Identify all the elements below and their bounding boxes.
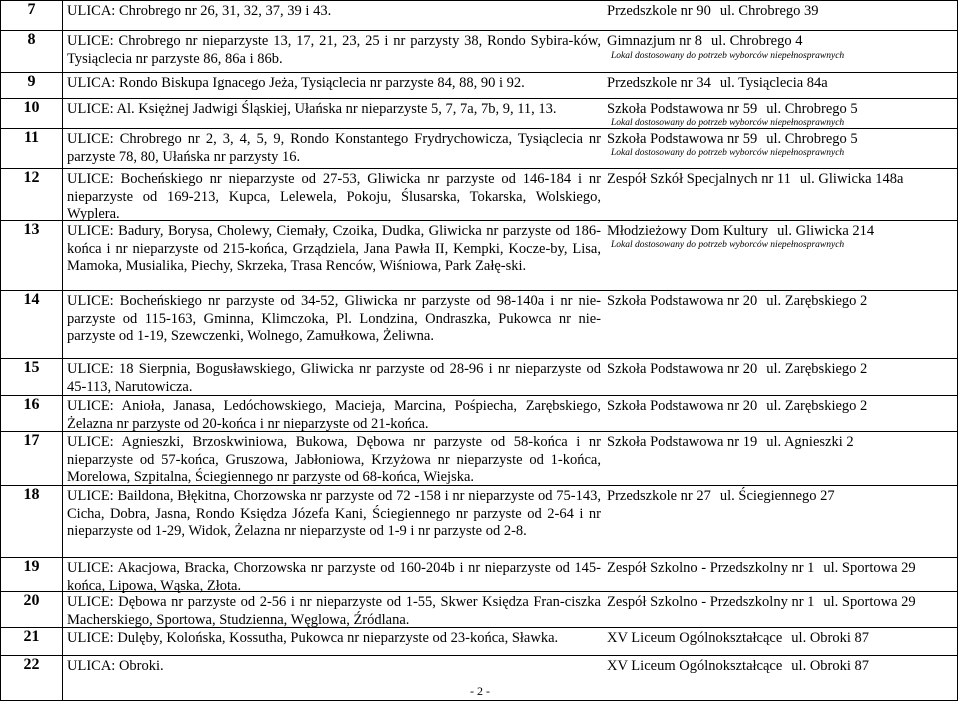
station-name: Szkoła Podstawowa nr 20 [607, 293, 758, 309]
polling-station [607, 488, 957, 506]
district-details [63, 558, 958, 592]
station-address: ul. Chrobrego 5 [766, 101, 858, 117]
street-list: ULICA: Chrobrego nr 26, 31, 32, 37, 39 i 43. [67, 3, 332, 19]
street-list: ULICE: Chrobrego nr nieparzyste 13, 17, 21, 23, 25 i nr parzysty 38, Rondo Sybira-ków, Tysiąclecia nr parzyste 86, 86a i 86b. [67, 33, 601, 67]
station-address: ul. Agnieszki 2 [766, 434, 854, 450]
station-name: Szkoła Podstawowa nr 19 [607, 434, 758, 450]
street-list: ULICE: Bocheńskiego nr parzyste od 34-52, Gliwicka nr parzyste od 98-140a i nr nie-parzyste od 115-163, Gminna, Klimczoka, Pl. Londzina, Ondraszka, Pukowca nr nie-parzyste od 1-19, Szewczenki, Wolnego, Zamułkowa, Żeliwna. [67, 293, 601, 345]
station-address: ul. Zarębskiego 2 [766, 293, 868, 309]
station-name: Szkoła Podstawowa nr 20 [607, 398, 758, 414]
table-row [1, 31, 958, 73]
station-name: Przedszkole nr 90 [607, 3, 711, 19]
polling-station [607, 594, 957, 612]
table-row [1, 169, 958, 221]
district-number: 19 [1, 558, 63, 592]
district-number: 17 [1, 432, 63, 486]
district-number: 15 [1, 359, 63, 396]
station-name: Szkoła Podstawowa nr 59 [607, 101, 758, 117]
district-number: 10 [1, 99, 63, 129]
station-address: ul. Gliwicka 148a [799, 171, 904, 187]
polling-station [607, 361, 957, 379]
district-details [63, 169, 958, 221]
street-list: ULICE: Akacjowa, Bracka, Chorzowska nr parzyste od 160-204b i nr nieparzyste od 145-końca, Lipowa, Wąska, Złota. [67, 560, 601, 594]
polling-station [607, 560, 957, 578]
table-row [1, 432, 958, 486]
table-row [1, 486, 958, 558]
district-number: 13 [1, 221, 63, 291]
table-row [1, 99, 958, 129]
station-address: ul. Chrobrego 39 [719, 3, 819, 19]
district-details [63, 1, 958, 31]
station-name: Młodzieżowy Dom Kultury [607, 223, 769, 239]
table-row [1, 221, 958, 291]
polling-station [607, 658, 957, 676]
polling-station [607, 75, 957, 93]
accessibility-note: Lokal dostosowany do potrzeb wyborców niepełnosprawnych [611, 148, 845, 158]
districts-table-body [1, 1, 958, 701]
station-address: ul. Ściegiennego 27 [719, 488, 835, 504]
station-address: ul. Chrobrego 5 [766, 131, 858, 147]
accessibility-note: Lokal dostosowany do potrzeb wyborców niepełnosprawnych [611, 118, 845, 128]
table-row [1, 396, 958, 432]
table-row [1, 592, 958, 628]
district-number: 11 [1, 129, 63, 169]
accessibility-note: Lokal dostosowany do potrzeb wyborców niepełnosprawnych [611, 240, 845, 250]
street-list: ULICE: Bocheńskiego nr nieparzyste od 27-53, Gliwicka nr parzyste od 146-184 i nr nieparzyste od 169-213, Kupca, Lelewela, Pokoju, Ślusarska, Tokarska, Wolskiego, Wyplera. [67, 171, 601, 223]
district-details [63, 396, 958, 432]
station-address: ul. Chrobrego 4 [711, 33, 803, 49]
station-name: Przedszkole nr 34 [607, 75, 711, 91]
district-details [63, 432, 958, 486]
station-address: ul. Sportowa 29 [823, 560, 916, 576]
station-address: ul. Zarębskiego 2 [766, 398, 868, 414]
street-list: ULICE: Al. Księżnej Jadwigi Śląskiej, Ułańska nr nieparzyste 5, 7, 7a, 7b, 9, 11, 13. [67, 101, 557, 117]
table-row [1, 628, 958, 656]
accessibility-note: Lokal dostosowany do potrzeb wyborców niepełnosprawnych [611, 51, 845, 61]
polling-station [607, 630, 957, 648]
station-address: ul. Zarębskiego 2 [766, 361, 868, 377]
district-details [63, 221, 958, 291]
street-list: ULICA: Obroki. [67, 658, 164, 674]
district-details [63, 628, 958, 656]
street-list: ULICE: Agnieszki, Brzoskwiniowa, Bukowa, Dębowa nr parzyste od 58-końca i nr nieparzyste od 57-końca, Gruszowa, Jabłoniowa, Krzyżowa nr nieparzyste od 1-końca, Morelowa, Szpitalna, Ściegiennego nr parzyste od 68-końca, Wiejska. [67, 434, 601, 486]
polling-station [607, 171, 957, 189]
district-details [63, 486, 958, 558]
polling-station [607, 293, 957, 311]
table-row [1, 73, 958, 99]
district-number: 22 [1, 656, 63, 701]
polling-station [607, 101, 957, 119]
street-list: ULICE: Dulęby, Kolońska, Kossutha, Pukowca nr nieparzyste od 23-końca, Sławka. [67, 630, 559, 646]
polling-station [607, 223, 957, 241]
station-address: ul. Tysiąclecia 84a [719, 75, 828, 91]
district-number: 16 [1, 396, 63, 432]
table-row [1, 558, 958, 592]
district-number: 14 [1, 291, 63, 359]
street-list: ULICE: Dębowa nr parzyste od 2-56 i nr nieparzyste od 1-55, Skwer Księdza Fran-ciszka Macherskiego, Sportowa, Studzienna, Węglowa, Źródlana. [67, 594, 601, 628]
street-list: ULICA: Rondo Biskupa Ignacego Jeża, Tysiąclecia nr parzyste 84, 88, 90 i 92. [67, 75, 525, 91]
street-list: ULICE: Badury, Borysa, Cholewy, Ciemały, Czoika, Dudka, Gliwicka nr parzyste od 186-końca i nr nieparzyste od 215-końca, Grządziela, Jana Pawła II, Kempki, Kocze-by, Lisa, Mamoka, Musialika, Piechy, Skrzeka, Trasa Renców, Wiśniowa, Park Załę-ski. [67, 223, 601, 275]
station-name: Zespół Szkolno - Przedszkolny nr 1 [607, 560, 815, 576]
district-number: 8 [1, 31, 63, 73]
district-number: 21 [1, 628, 63, 656]
polling-station [607, 33, 957, 51]
street-list: ULICE: 18 Sierpnia, Bogusławskiego, Gliwicka nr parzyste od 28-96 i nr nieparzyste od 45-113, Narutowicza. [67, 361, 601, 395]
district-details [63, 291, 958, 359]
district-details [63, 99, 958, 129]
table-row [1, 129, 958, 169]
station-name: XV Liceum Ogólnokształcące [607, 658, 783, 674]
station-address: ul. Obroki 87 [791, 630, 870, 646]
district-number: 9 [1, 73, 63, 99]
table-row [1, 291, 958, 359]
station-name: Szkoła Podstawowa nr 20 [607, 361, 758, 377]
station-name: Zespół Szkolno - Przedszkolny nr 1 [607, 594, 815, 610]
station-name: Gimnazjum nr 8 [607, 33, 703, 49]
station-name: Szkoła Podstawowa nr 59 [607, 131, 758, 147]
district-number: 7 [1, 1, 63, 31]
page-number: - 2 - [470, 684, 490, 698]
station-address: ul. Sportowa 29 [823, 594, 916, 610]
polling-station [607, 434, 957, 452]
station-address: ul. Gliwicka 214 [777, 223, 875, 239]
polling-station [607, 131, 957, 149]
district-details [63, 31, 958, 73]
district-number: 12 [1, 169, 63, 221]
street-list: ULICE: Baildona, Błękitna, Chorzowska nr parzyste od 72 -158 i nr nieparzyste od 75-143, Cicha, Dobra, Jasna, Rondo Księdza Józefa Kani, Ściegiennego nr parzyste od 2-64 i nr nieparzyste od 1-29, Widok, Żelazna nr nieparzyste od 1-9 i nr parzyste od 2-8. [67, 488, 601, 540]
station-name: XV Liceum Ogólnokształcące [607, 630, 783, 646]
street-list: ULICE: Chrobrego nr 2, 3, 4, 5, 9, Rondo Konstantego Frydrychowicza, Tysiąclecia nr parzyste 78, 80, Ułańska nr parzysty 16. [67, 131, 601, 165]
polling-station [607, 398, 957, 416]
district-details [63, 592, 958, 628]
district-details [63, 129, 958, 169]
district-number: 20 [1, 592, 63, 628]
district-number: 18 [1, 486, 63, 558]
polling-station [607, 3, 957, 21]
station-name: Zespół Szkół Specjalnych nr 11 [607, 171, 791, 187]
street-list: ULICE: Anioła, Janasa, Ledóchowskiego, Macieja, Marcina, Pośpiecha, Zarębskiego, Żelazna nr parzyste od 20-końca i nr nieparzyste od 21-końca. [67, 398, 601, 432]
table-row [1, 359, 958, 396]
table-row [1, 1, 958, 31]
station-address: ul. Obroki 87 [791, 658, 870, 674]
station-name: Przedszkole nr 27 [607, 488, 711, 504]
district-details [63, 73, 958, 99]
district-details [63, 359, 958, 396]
